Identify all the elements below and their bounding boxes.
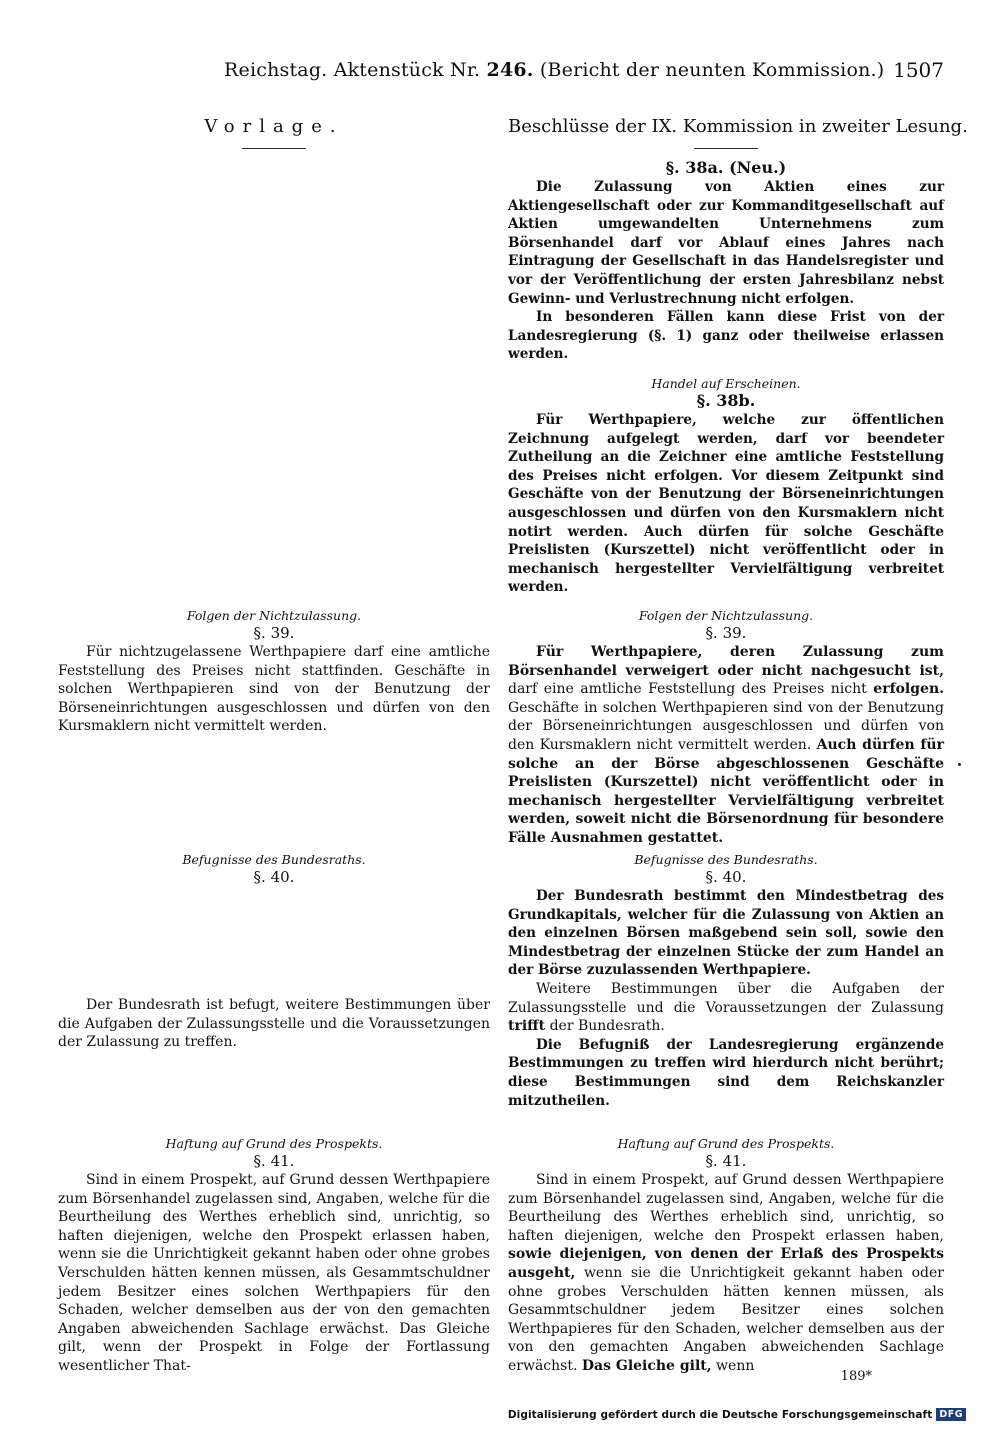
paragraph-text: Die Zulassung von Aktien eines zur Aktiengesellschaft oder zur Kommanditgesellschaft auf Aktien umgewandelten Unternehmens zum Börsenhandel darf vor Ablauf eines Jahres nach Eintragung der Gesellschaft in das Handelsregister und vor der Veröffentlichung der ersten Jahresbilanz nebst Gewinn- und Verlustrechnung nicht erfolgen.	[508, 179, 944, 307]
title-rule	[242, 148, 306, 149]
right-column-title: Beschlüsse der IX. Kommission in zweiter Lesung.	[508, 116, 968, 137]
section-caption: Folgen der Nichtzulassung.	[638, 608, 814, 623]
paragraph-text: Der Bundesrath ist befugt, weitere Bestimmungen über die Aufgaben der Zulassungsstelle und die Voraussetzungen der Zulassung zu treffen.	[58, 997, 490, 1051]
paragraph-text: Sind in einem Prospekt, auf Grund dessen Werthpapiere zum Börsenhandel zugelassen sind, Angaben, welche für die Beurtheilung des Werthes erheblich sind, unrichtig, so haften diejenigen, welche den Prospekt erlassen haben, sowie diejenigen, von denen der Erlaß des Prospekts ausgeht, wenn sie die Unrichtigkeit gekannt haben oder ohne grobes Verschulden hätten kennen müssen, als Gesammtschuldner jedem Besitzer eines solchen Werthpapieres für den Schaden, welcher demselben aus der von den gemachten Angaben abweichenden Sachlage erwächst. Das Gleiche gilt, wenn	[508, 1172, 944, 1374]
left-section-39	[58, 608, 490, 736]
paragraph-text: Die Befugniß der Landesregierung ergänzende Bestimmungen zu treffen wird hierdurch nicht berührt; diese Bestimmungen sind dem Reichskanzler mitzutheilen.	[508, 1036, 944, 1109]
paragraph-number: §. 39.	[705, 624, 747, 642]
digitization-credit	[508, 1408, 966, 1421]
paragraph-text: Für Werthpapiere, welche zur öffentlichen Zeichnung aufgelegt werden, darf vor beendeter Zutheilung an die Zeichner eine amtliche Feststellung des Preises nicht erfolgen. Vor diesem Zeitpunkt sind Geschäfte von der Benutzung der Börseneinrichtungen ausgeschlossen und dürfen von den Kursmaklern nicht notirt werden. Auch dürfen für solche Geschäfte Preislisten (Kurszettel) nicht veröffentlicht oder in mechanisch hergestellter Vervielfältigung verbreitet werden.	[508, 412, 944, 596]
running-header	[212, 56, 948, 88]
paragraph-number: §. 38a. (Neu.)	[665, 158, 787, 177]
paragraph-number: §. 41.	[253, 1152, 295, 1170]
left-column-title: Vorlage.	[204, 116, 344, 137]
paragraph-text: Für Werthpapiere, deren Zulassung zum Börsenhandel verweigert oder nicht nachgesucht ist, darf eine amtliche Feststellung des Preises nicht erfolgen. Geschäfte in solchen Werthpapieren sind von der Benutzung der Börseneinrichtungen ausgeschlossen und dürfen von den Kursmaklern nicht vermittelt werden. Auch dürfen für solche an der Börse abgeschlossenen Geschäfte Preislisten (Kurszettel) nicht veröffentlicht oder in mechanisch hergestellter Vervielfältigung verbreitet werden, soweit nicht die Börsenordnung für besondere Fälle Ausnahmen gestattet.	[508, 644, 944, 846]
signature-mark: 189*	[840, 1369, 872, 1384]
left-section-41	[58, 1136, 490, 1376]
running-title: Reichstag. Aktenstück Nr. 246. (Bericht der neunten Kommission.)	[224, 59, 885, 81]
right-section-38b	[508, 376, 944, 597]
paragraph-text: Sind in einem Prospekt, auf Grund dessen Werthpapiere zum Börsenhandel zugelassen sind, Angaben, welche für die Beurtheilung des Werthes erheblich sind, unrichtig, so haften diejenigen, welche den Prospekt erlassen haben, wenn sie die Unrichtigkeit gekannt haben oder ohne grobes Verschulden hätten kennen müssen, als Gesammtschuldner jedem Besitzer eines solchen Werthpapiers für den Schaden, welcher demselben aus der von den gemachten Angaben abweichenden Sachlage erwächst. Das Gleiche gilt, wenn der Prospekt in Folge der Fortlassung wesentlicher That-	[58, 1172, 490, 1374]
margin-dot	[958, 763, 961, 766]
credit-text: Digitalisierung gefördert durch die Deutsche Forschungsgemeinschaft	[507, 1408, 933, 1421]
paragraph-text: Für nichtzugelassene Werthpapiere darf eine amtliche Feststellung des Preises nicht stattfinden. Geschäfte in solchen Werthpapieren sind von der Benutzung der Börseneinrichtungen ausgeschlossen und dürfen von den Kursmaklern nicht vermittelt werden.	[58, 644, 490, 735]
right-section-41	[508, 1136, 944, 1376]
section-caption: Haftung auf Grund des Prospekts.	[165, 1136, 383, 1151]
left-section-40	[58, 852, 490, 887]
left-section-40-text	[58, 996, 490, 1052]
right-section-39	[508, 608, 944, 848]
section-caption: Haftung auf Grund des Prospekts.	[617, 1136, 835, 1151]
paragraph-number: §. 39.	[253, 624, 295, 642]
right-section-38a	[508, 158, 944, 364]
title-rule	[694, 148, 758, 149]
paragraph-number: §. 40.	[253, 868, 295, 886]
right-section-40	[508, 852, 944, 1110]
paragraph-text: Weitere Bestimmungen über die Aufgaben der Zulassungsstelle und die Voraussetzungen der Zulassung trifft der Bundesrath.	[508, 980, 944, 1035]
dfg-logo: DFG	[936, 1408, 966, 1421]
paragraph-number: §. 40.	[705, 868, 747, 886]
paragraph-number: §. 41.	[705, 1152, 747, 1170]
page-number: 1507	[893, 58, 944, 82]
section-caption: Befugnisse des Bundesraths.	[634, 852, 818, 867]
paragraph-text: Der Bundesrath bestimmt den Mindestbetrag des Grundkapitals, welcher für die Zulassung von Aktien an den einzelnen Börsen maßgebend sein soll, sowie den Mindestbetrag der einzelnen Stücke der zum Handel an der Börse zuzulassenden Werthpapiere.	[508, 888, 944, 979]
section-caption: Handel auf Erscheinen.	[651, 376, 801, 391]
paragraph-number: §. 38b.	[696, 391, 756, 410]
paragraph-text: In besonderen Fällen kann diese Frist von der Landesregierung (§. 1) ganz oder theilweise erlassen werden.	[508, 309, 944, 363]
section-caption: Folgen der Nichtzulassung.	[186, 608, 362, 623]
section-caption: Befugnisse des Bundesraths.	[182, 852, 366, 867]
